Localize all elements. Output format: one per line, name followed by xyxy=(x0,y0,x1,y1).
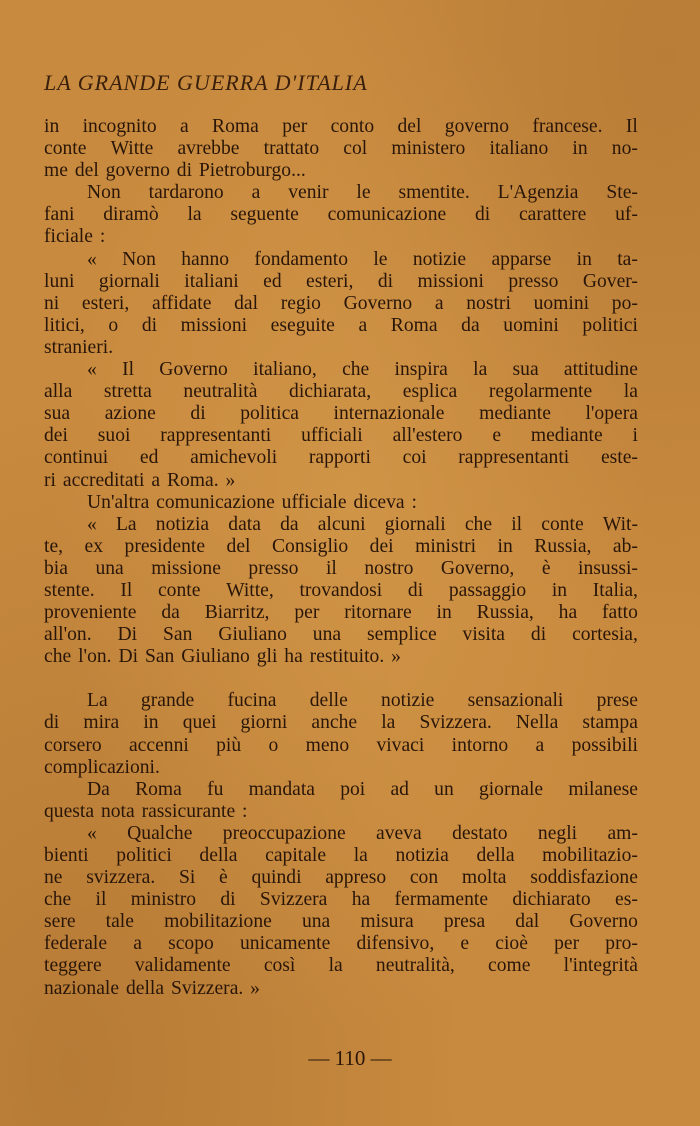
paragraph xyxy=(44,116,638,182)
page-number: — 110 — xyxy=(308,1046,392,1070)
paragraph xyxy=(44,249,638,359)
text-line: nazionale della Svizzera. » xyxy=(44,977,260,999)
text-line: ne svizzera. Si è quindi appreso con molta soddisfazione xyxy=(44,867,638,889)
text-line: ni esteri, affidate dal regio Governo a nostri uomini po- xyxy=(44,292,638,314)
text-line: « Qualche preoccupazione aveva destato negli am- xyxy=(87,822,638,844)
text-line: bienti politici della capitale la notizia della mobilitazio- xyxy=(44,845,638,866)
text-line: stranieri. xyxy=(44,336,114,358)
text-line: alla stretta neutralità dichiarata, esplica regolarmente la xyxy=(44,381,638,403)
running-head: LA GRANDE GUERRA D'ITALIA xyxy=(44,70,368,95)
body-text xyxy=(44,116,638,1000)
text-line: federale a scopo unicamente difensivo, e cioè per pro- xyxy=(44,933,638,955)
paragraph xyxy=(44,690,638,778)
text-line: corsero accenni più o meno vivaci intorno a possibili xyxy=(44,734,638,756)
text-line: litici, o di missioni eseguite a Roma da uomini politici xyxy=(44,314,638,336)
text-line: che il ministro di Svizzera ha fermamente dichiarato es- xyxy=(44,889,638,911)
text-line: « Il Governo italiano, che inspira la sua attitudine xyxy=(87,359,638,381)
text-line: me del governo di Pietroburgo... xyxy=(44,160,306,182)
text-line: continui ed amichevoli rapporti coi rappresentanti este- xyxy=(44,447,638,469)
text-line: teggere validamente così la neutralità, come l'integrità xyxy=(44,955,638,977)
text-line: in incognito a Roma per conto del governo francese. Il xyxy=(44,116,638,137)
paragraph xyxy=(44,823,638,1000)
text-line: bia una missione presso il nostro Governo, è insussi- xyxy=(44,557,638,579)
text-line: dei suoi rappresentanti ufficiali all'estero e mediante i xyxy=(44,425,638,447)
text-line: Un'altra comunicazione ufficiale diceva : xyxy=(87,491,417,513)
paragraph xyxy=(44,182,638,248)
paragraph xyxy=(44,514,638,669)
text-line: conte Witte avrebbe trattato col ministero italiano in no- xyxy=(44,138,638,160)
text-line: complicazioni. xyxy=(44,756,160,778)
text-line: sere tale mobilitazione una misura presa dal Governo xyxy=(44,911,638,933)
text-line: te, ex presidente del Consiglio dei ministri in Russia, ab- xyxy=(44,535,638,557)
text-line: fani diramò la seguente comunicazione di carattere uf- xyxy=(44,204,638,226)
text-line: proveniente da Biarritz, per ritornare in Russia, ha fatto xyxy=(44,602,638,624)
text-line: sua azione di politica internazionale mediante l'opera xyxy=(44,403,638,425)
text-line: « La notizia data da alcuni giornali che il conte Wit- xyxy=(87,513,638,535)
text-line: di mira in quei giorni anche la Svizzera. Nella stampa xyxy=(44,712,638,734)
paragraph xyxy=(44,359,638,492)
paragraph xyxy=(44,492,638,514)
text-line: Non tardarono a venir le smentite. L'Agenzia Ste- xyxy=(87,182,638,204)
text-line: all'on. Di San Giuliano una semplice visita di cortesia, xyxy=(44,624,638,646)
text-line: luni giornali italiani ed esteri, di missioni presso Gover- xyxy=(44,270,638,292)
paragraph xyxy=(44,779,638,823)
text-line: questa nota rassicurante : xyxy=(44,800,248,822)
text-line: Da Roma fu mandata poi ad un giornale milanese xyxy=(87,778,638,800)
text-line: La grande fucina delle notizie sensazionali prese xyxy=(87,690,638,712)
section-gap xyxy=(44,668,638,690)
text-line: stente. Il conte Witte, trovandosi di passaggio in Italia, xyxy=(44,579,638,601)
text-line: « Non hanno fondamento le notizie apparse in ta- xyxy=(87,248,638,270)
text-line: ficiale : xyxy=(44,226,106,248)
text-line: che l'on. Di San Giuliano gli ha restituito. » xyxy=(44,646,401,668)
text-line: ri accreditati a Roma. » xyxy=(44,469,236,491)
